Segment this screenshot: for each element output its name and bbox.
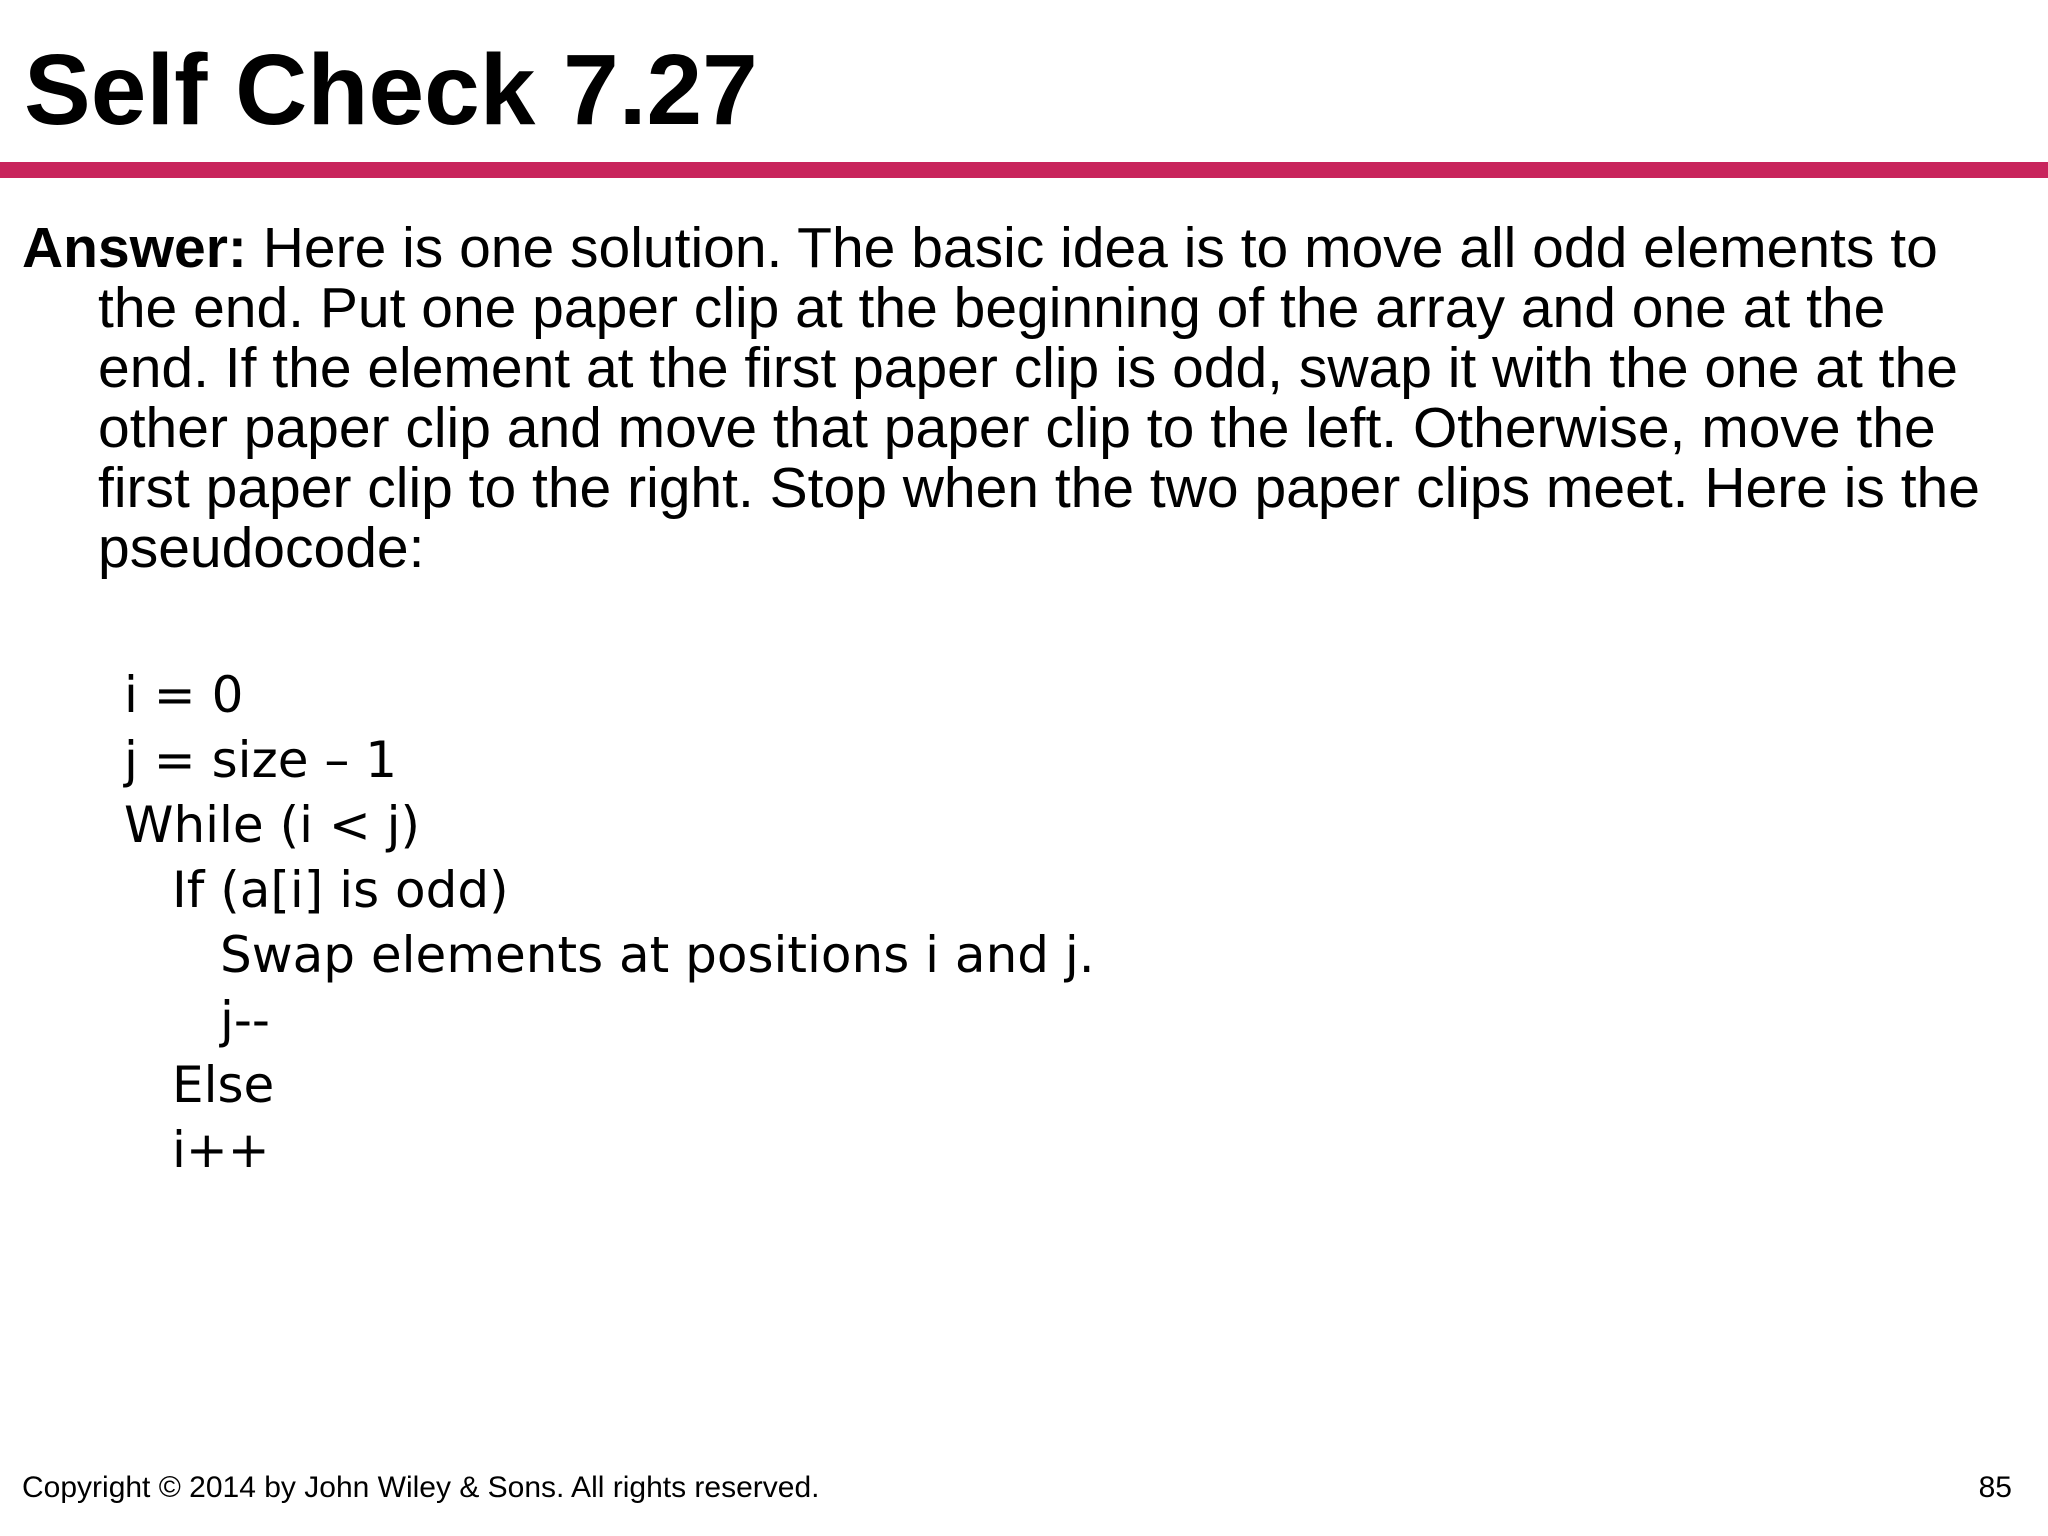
pseudocode-block (124, 663, 1524, 1183)
pseudocode-line: j = size – 1 (124, 731, 398, 789)
pseudocode-line: Swap elements at positions i and j. (220, 926, 1095, 984)
answer-paragraph (22, 218, 2012, 578)
pseudocode-line: i = 0 (124, 666, 244, 724)
pseudocode-line: i++ (172, 1121, 270, 1179)
answer-text: Here is one solution. The basic idea is to move all odd elements to the end. Put one paper clip at the beginning of the array and one at the end. If the element at the first paper clip is odd, swap it with the one at the other paper clip and move that paper clip to the left. Otherwise, move the first paper clip to the right. Stop when the two paper clips meet. Here is the pseudocode: (98, 216, 1980, 580)
slide-title: Self Check 7.27 (24, 34, 758, 146)
page-number: 85 (1978, 1471, 2012, 1504)
pseudocode-line: j-- (220, 991, 270, 1049)
pseudocode-line: Else (172, 1056, 275, 1114)
answer-label: Answer: (22, 216, 247, 280)
pseudocode-line: While (i < j) (124, 796, 421, 854)
title-divider (0, 162, 2048, 178)
pseudocode-line: If (a[i] is odd) (172, 861, 509, 919)
copyright-footer: Copyright © 2014 by John Wiley & Sons. All rights reserved. (22, 1471, 820, 1504)
